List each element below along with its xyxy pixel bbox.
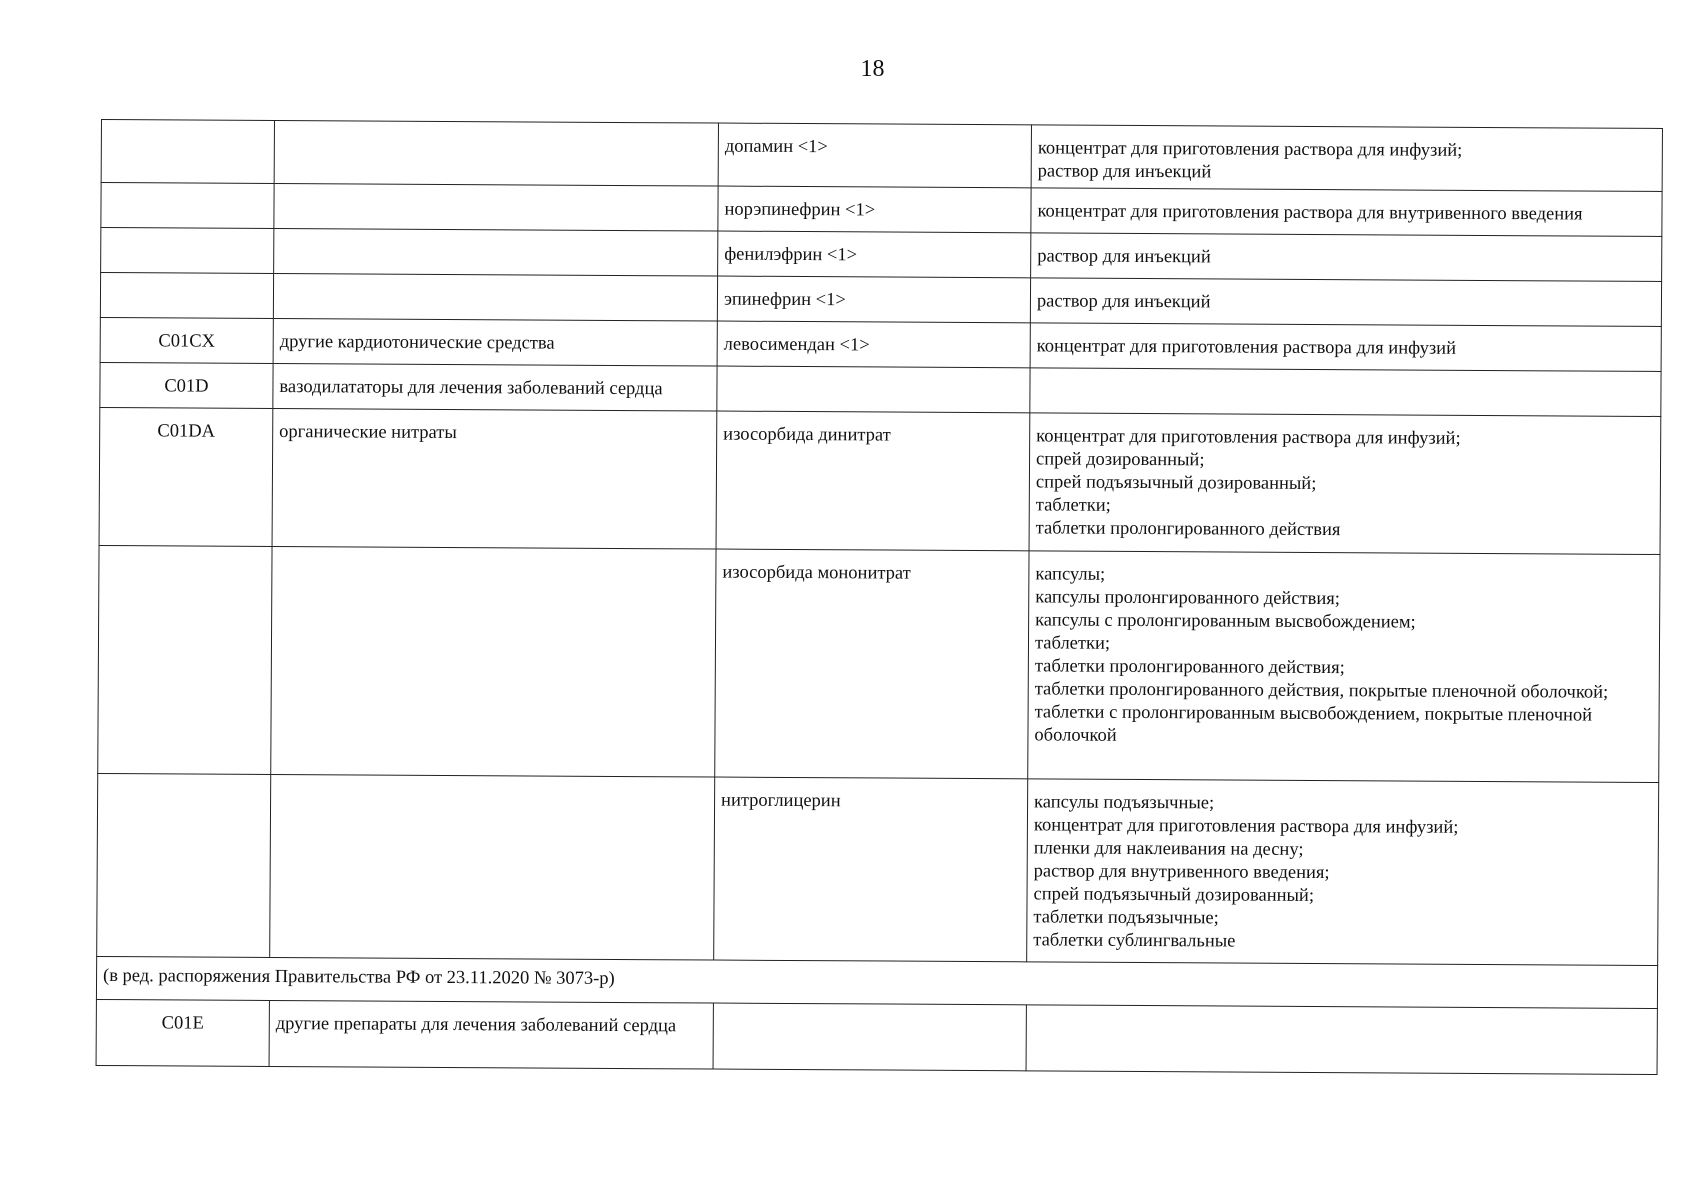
atc-code-cell: C01E bbox=[96, 999, 269, 1066]
drug-name-cell: изосорбида динитрат bbox=[716, 411, 1030, 551]
atc-code-cell: C01D bbox=[100, 362, 273, 408]
atc-code-cell bbox=[100, 273, 273, 319]
dosage-forms-cell: концентрат для приготовления раствора для инфузий bbox=[1030, 323, 1661, 372]
atc-code-cell bbox=[101, 120, 274, 184]
table-row bbox=[96, 999, 1657, 1074]
group-cell bbox=[271, 546, 716, 777]
dosage-forms-cell: концентрат для приготовления раствора для инфузий; спрей дозированный; спрей подъязычный дозированный; таблетки; таблетки пролонгированного действия bbox=[1029, 413, 1661, 555]
group-cell: другие кардиотонические средства bbox=[273, 318, 717, 366]
dosage-forms-cell bbox=[1026, 1005, 1657, 1075]
dosage-forms-cell: раствор для инъекций bbox=[1030, 278, 1661, 327]
table-row bbox=[101, 120, 1662, 192]
dosage-forms-cell: капсулы подъязычные; концентрат для приготовления раствора для инфузий; пленки для наклеивания на десну; раствор для внутривенного введения; спрей подъязычный дозированный; таблетки подъязычные; таблетки сублингвальные bbox=[1027, 779, 1659, 966]
drug-name-cell bbox=[717, 366, 1030, 413]
page-number: 18 bbox=[860, 56, 885, 82]
drug-name-cell: нитроглицерин bbox=[714, 777, 1028, 962]
atc-code-cell: C01CX bbox=[100, 317, 273, 363]
medication-table bbox=[96, 119, 1663, 1075]
atc-code-cell bbox=[101, 183, 274, 229]
group-cell bbox=[274, 183, 718, 231]
table-row bbox=[97, 773, 1659, 965]
table-row bbox=[98, 545, 1660, 782]
group-cell bbox=[274, 228, 718, 276]
atc-code-cell: C01DA bbox=[99, 407, 273, 546]
group-cell bbox=[273, 273, 717, 321]
drug-name-cell: допамин <1> bbox=[718, 123, 1031, 188]
drug-name-cell: левосимендан <1> bbox=[717, 321, 1030, 368]
group-cell bbox=[274, 120, 718, 186]
group-cell bbox=[270, 774, 715, 960]
table-row bbox=[99, 407, 1661, 554]
drug-name-cell: изосорбида мононитрат bbox=[715, 549, 1029, 779]
drug-name-cell: норэпинефрин <1> bbox=[718, 186, 1031, 233]
group-cell: другие препараты для лечения заболеваний сердца bbox=[269, 1000, 713, 1069]
dosage-forms-cell: концентрат для приготовления раствора для инфузий; раствор для инъекций bbox=[1031, 125, 1662, 192]
dosage-forms-cell: концентрат для приготовления раствора для внутривенного введения bbox=[1031, 188, 1662, 237]
dosage-forms-cell: раствор для инъекций bbox=[1031, 233, 1662, 282]
amendment-note: (в ред. распоряжения Правительства РФ от 23.11.2020 № 3073-р) bbox=[96, 956, 1657, 1008]
group-cell: вазодилататоры для лечения заболеваний сердца bbox=[273, 363, 717, 411]
dosage-forms-cell bbox=[1030, 368, 1661, 417]
group-cell: органические нитраты bbox=[272, 408, 717, 549]
drug-name-cell: эпинефрин <1> bbox=[717, 276, 1030, 323]
atc-code-cell bbox=[101, 228, 274, 274]
drug-name-cell: фенилэфрин <1> bbox=[718, 231, 1031, 278]
drug-name-cell bbox=[713, 1003, 1026, 1071]
atc-code-cell bbox=[98, 545, 272, 774]
dosage-forms-cell: капсулы; капсулы пролонгированного действия; капсулы с пролонгированным высвобождением; таблетки; таблетки пролонгированного действия; таблетки пролонгированного действия, покрытые пленочной оболочкой; таблетки с пролонгированным высвобождением, покрытые пленочной оболочкой bbox=[1028, 551, 1660, 783]
atc-code-cell bbox=[97, 773, 271, 957]
